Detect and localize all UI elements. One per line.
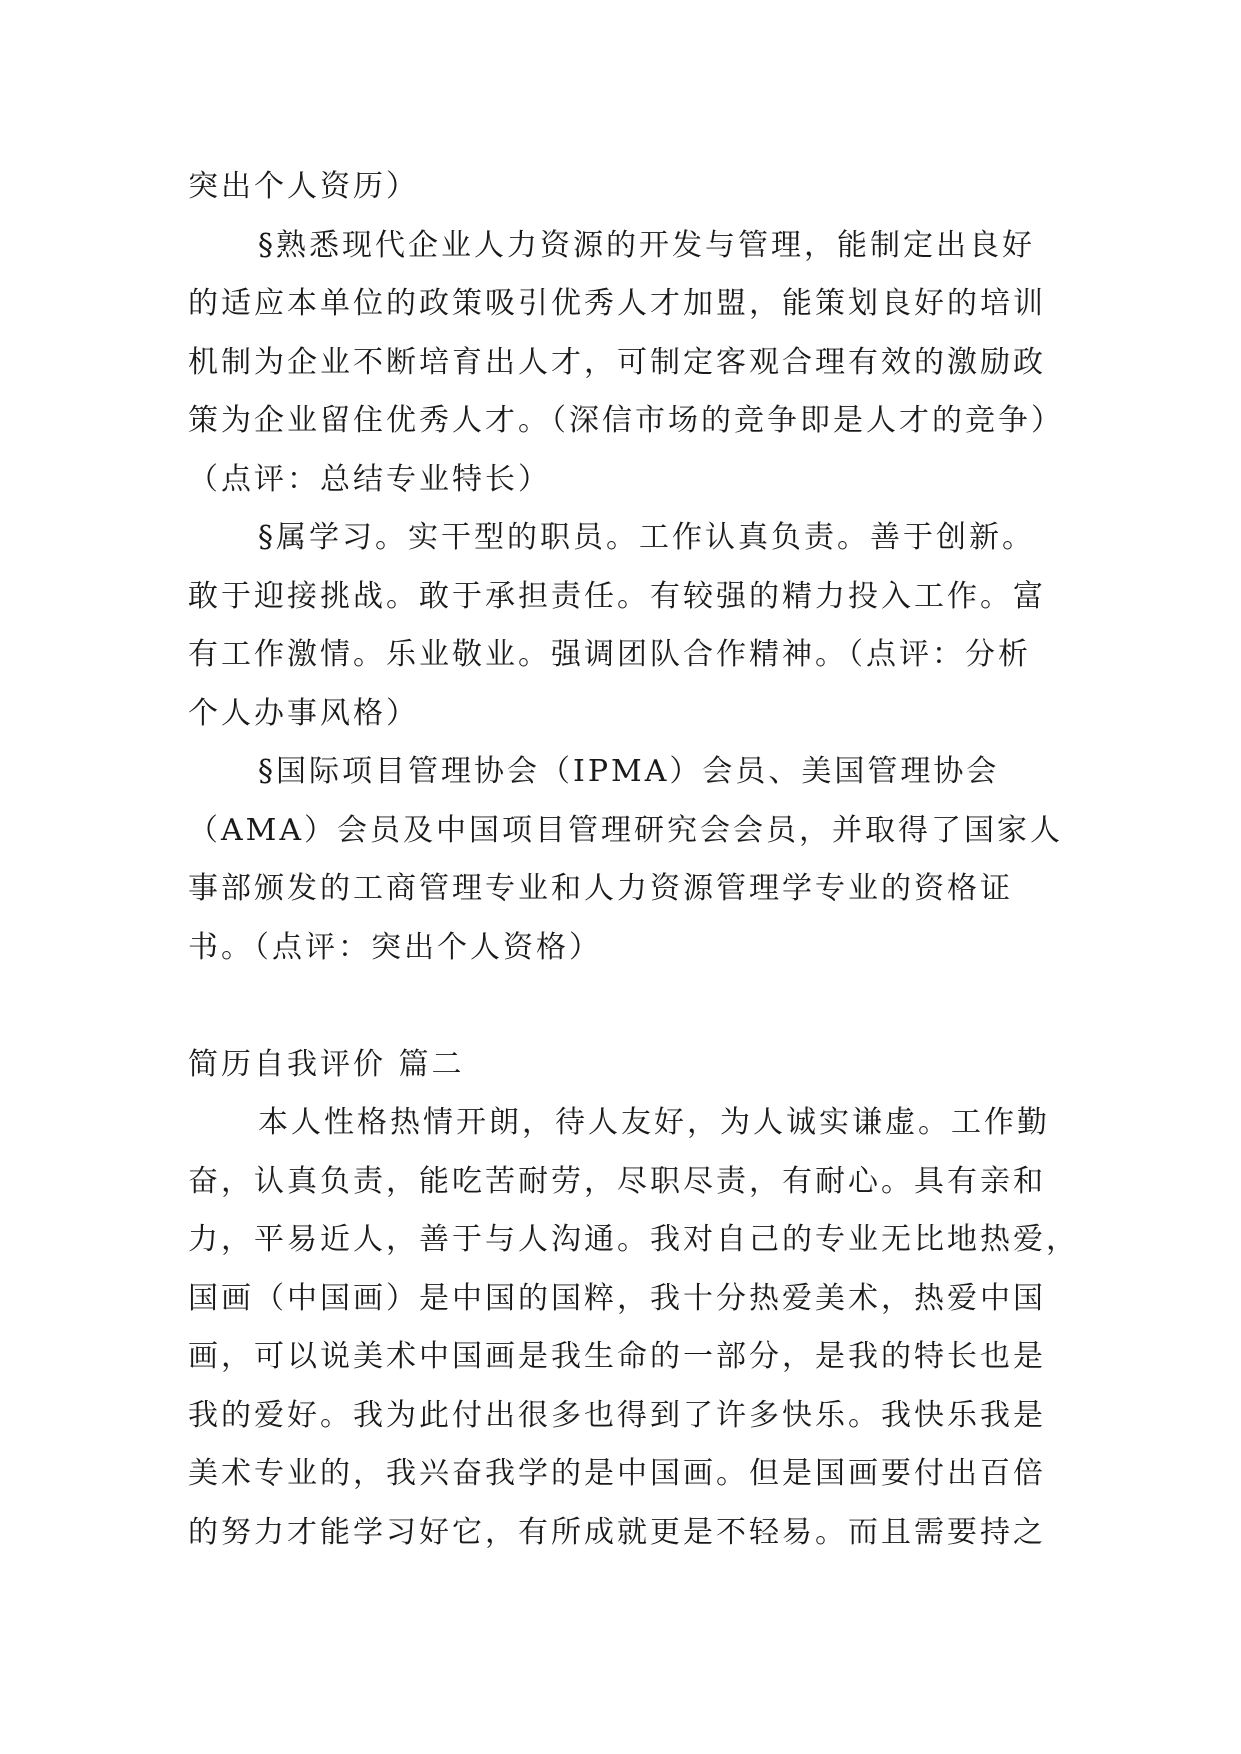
text-line: 的适应本单位的政策吸引优秀人才加盟，能策划良好的培训 <box>188 286 1046 321</box>
section-heading: 简历自我评价 篇二 <box>188 1046 465 1082</box>
text-line: （AMA）会员及中国项目管理研究会会员，并取得了国家人 <box>188 812 1064 848</box>
section-spacer <box>188 977 1063 1036</box>
document-body <box>188 158 1079 1562</box>
text-line: 个人办事风格） <box>188 695 419 731</box>
paragraph-first-line: §属学习。实干型的职员。工作认真负责。善于创新。 <box>258 520 1035 555</box>
text-line: 突出个人资历） <box>188 169 419 204</box>
text-line: 有工作激情。乐业敬业。强调团队合作精神。（点评：分析 <box>188 637 1031 672</box>
text-line: 敢于迎接挑战。敢于承担责任。有较强的精力投入工作。富 <box>188 578 1046 614</box>
text-line: 书。（点评：突出个人资格） <box>188 929 602 965</box>
text-line: 我的爱好。我为此付出很多也得到了许多快乐。我快乐我是 <box>188 1397 1046 1433</box>
paragraph-first-line: §国际项目管理协会（IPMA）会员、美国管理协会 <box>258 754 1000 789</box>
text-line: 画，可以说美术中国画是我生命的一部分，是我的特长也是 <box>188 1339 1046 1374</box>
paragraph-first-line: 本人性格热情开朗，待人友好，为人诚实谦虚。工作勤 <box>258 1105 1050 1140</box>
text-line: 奋，认真负责，能吃苦耐劳，尽职尽责，有耐心。具有亲和 <box>188 1163 1046 1199</box>
text-line: （点评：总结专业特长） <box>188 461 551 497</box>
text-line: 力，平易近人，善于与人沟通。我对自己的专业无比地热爱， <box>188 1222 1079 1257</box>
text-line: 美术专业的，我兴奋我学的是中国画。但是国画要付出百倍 <box>188 1456 1046 1491</box>
text-line: 机制为企业不断培育出人才，可制定客观合理有效的激励政 <box>188 344 1046 380</box>
text-line: 国画（中国画）是中国的国粹，我十分热爱美术，热爱中国 <box>188 1280 1046 1316</box>
text-line: 的努力才能学习好它，有所成就更是不轻易。而且需要持之 <box>188 1514 1046 1550</box>
paragraph-first-line: §熟悉现代企业人力资源的开发与管理，能制定出良好 <box>258 227 1035 263</box>
text-line: 策为企业留住优秀人才。（深信市场的竞争即是人才的竞争） <box>188 403 1064 438</box>
text-line: 事部颁发的工商管理专业和人力资源管理学专业的资格证 <box>188 871 1013 906</box>
